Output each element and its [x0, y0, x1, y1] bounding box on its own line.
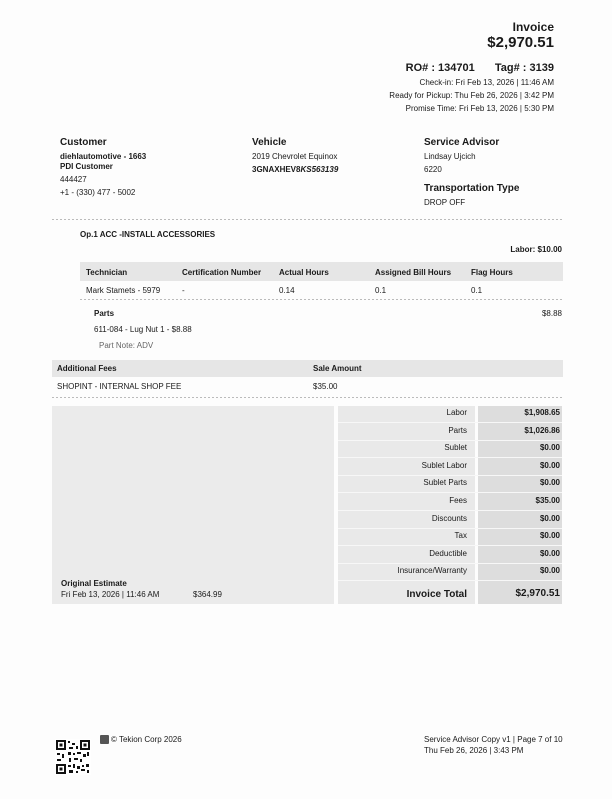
- summary-label-parts: Parts: [448, 425, 467, 435]
- customer-heading: Customer: [60, 137, 107, 148]
- invoice-total-label: Invoice Total: [406, 589, 467, 600]
- summary-row-divider: [338, 545, 562, 546]
- customer-name: diehlautomotive - 1663: [60, 152, 147, 161]
- section-divider: [52, 219, 562, 220]
- labor-total: Labor: $10.00: [510, 245, 562, 254]
- vin-prefix: 3GNAXHEV8: [252, 165, 301, 174]
- tekion-logo-icon: [100, 735, 109, 744]
- summary-value-parts: $1,026.86: [524, 425, 560, 435]
- operation-title-text: Op.1 ACC -INSTALL ACCESSORIES: [80, 230, 216, 239]
- col-sale-amount: Sale Amount: [313, 364, 362, 373]
- cell-certification: -: [182, 286, 185, 295]
- vin-suffix: KS563139: [300, 165, 339, 174]
- fee-name: SHOPINT - INTERNAL SHOP FEE: [57, 382, 182, 391]
- summary-value-sublet-labor: $0.00: [539, 460, 560, 470]
- parts-heading: Parts: [94, 309, 115, 318]
- col-additional-fees: Additional Fees: [57, 364, 117, 373]
- cell-assigned-hours: 0.1: [375, 286, 387, 295]
- cell-technician: Mark Stamets - 5979: [86, 286, 161, 295]
- advisor-heading: Service Advisor: [424, 137, 500, 148]
- customer-id: 444427: [60, 175, 87, 184]
- estimate-amount: $364.99: [193, 590, 222, 599]
- estimate-date: Fri Feb 13, 2026 | 11:46 AM: [61, 590, 160, 599]
- checkin-time: Check-in: Fri Feb 13, 2026 | 11:46 AM: [419, 78, 554, 87]
- summary-label-insurance-warranty: Insurance/Warranty: [397, 566, 467, 576]
- cell-flag-hours: 0.1: [471, 286, 483, 295]
- summary-label-sublet-parts: Sublet Parts: [423, 478, 467, 488]
- summary-label-labor: Labor: [446, 408, 467, 417]
- summary-value-fees: $35.00: [535, 496, 560, 505]
- summary-value-sublet-parts: $0.00: [539, 478, 560, 488]
- ro-tag-line: [406, 62, 554, 74]
- summary-label-discounts: Discounts: [431, 513, 467, 523]
- part-note: Part Note: ADV: [99, 341, 154, 350]
- summary-row-divider: [338, 422, 562, 423]
- summary-row-divider: [338, 457, 562, 458]
- col-actual-hours: Actual Hours: [279, 268, 329, 277]
- summary-value-labor: $1,908.65: [524, 408, 560, 417]
- summary-row-divider: [338, 563, 562, 564]
- transport-value: DROP OFF: [424, 198, 466, 207]
- invoice-header-total: $2,970.51: [487, 34, 554, 51]
- estimate-heading: Original Estimate: [61, 579, 127, 588]
- customer-type: PDI Customer: [60, 162, 113, 171]
- summary-row-divider: [338, 510, 562, 511]
- col-flag-hours: Flag Hours: [471, 268, 513, 277]
- vehicle-heading: Vehicle: [252, 137, 287, 148]
- parts-total: $8.88: [541, 309, 562, 318]
- col-certification: Certification Number: [182, 268, 262, 277]
- summary-label-sublet: Sublet: [444, 443, 467, 453]
- col-assigned-hours: Assigned Bill Hours: [375, 268, 452, 277]
- summary-row-divider: [338, 492, 562, 493]
- estimate-panel: [52, 406, 334, 604]
- qr-code-icon: [55, 739, 91, 775]
- summary-row-divider: [338, 528, 562, 529]
- advisor-name: Lindsay Ujcich: [424, 152, 476, 161]
- advisor-number: 6220: [424, 165, 442, 174]
- footer-copyright: © Tekion Corp 2026: [111, 735, 182, 744]
- summary-value-discounts: $0.00: [539, 513, 560, 523]
- ro-number: RO# : 134701: [405, 62, 475, 74]
- summary-value-tax: $0.00: [539, 531, 560, 541]
- summary-value-deductible: $0.00: [539, 548, 560, 558]
- summary-label-fees: Fees: [449, 496, 467, 505]
- customer-phone: +1 - (330) 477 - 5002: [60, 188, 136, 197]
- summary-label-sublet-labor: Sublet Labor: [421, 460, 467, 470]
- invoice-title: Invoice: [512, 20, 554, 34]
- transport-heading: Transportation Type: [424, 183, 520, 194]
- fee-amount: $35.00: [313, 382, 338, 391]
- summary-value-insurance-warranty: $0.00: [539, 566, 560, 576]
- summary-value-sublet: $0.00: [539, 443, 560, 453]
- fees-divider: [52, 397, 562, 398]
- footer-copy-info: Service Advisor Copy v1 | Page 7 of 10: [424, 735, 563, 744]
- part-line: 611-084 - Lug Nut 1 - $8.88: [94, 325, 192, 334]
- table-divider: [80, 299, 563, 300]
- ready-time: Ready for Pickup: Thu Feb 26, 2026 | 3:42 PM: [389, 91, 554, 100]
- cell-actual-hours: 0.14: [279, 286, 295, 295]
- invoice-total-value: $2,970.51: [515, 588, 560, 599]
- footer-printed-time: Thu Feb 26, 2026 | 3:43 PM: [424, 746, 524, 755]
- col-technician: Technician: [86, 268, 128, 277]
- vehicle-model: 2019 Chevrolet Equinox: [252, 152, 338, 161]
- promise-time: Promise Time: Fri Feb 13, 2026 | 5:30 PM: [405, 104, 554, 113]
- fees-table-header: [52, 360, 563, 377]
- summary-label-tax: Tax: [454, 531, 467, 541]
- operation-title: [80, 229, 215, 241]
- vehicle-vin: [252, 164, 338, 176]
- tag-number: Tag# : 3139: [494, 62, 554, 74]
- summary-row-divider: [338, 440, 562, 441]
- summary-label-deductible: Deductible: [429, 548, 467, 558]
- summary-row-divider: [338, 475, 562, 476]
- summary-row-divider: [338, 580, 562, 581]
